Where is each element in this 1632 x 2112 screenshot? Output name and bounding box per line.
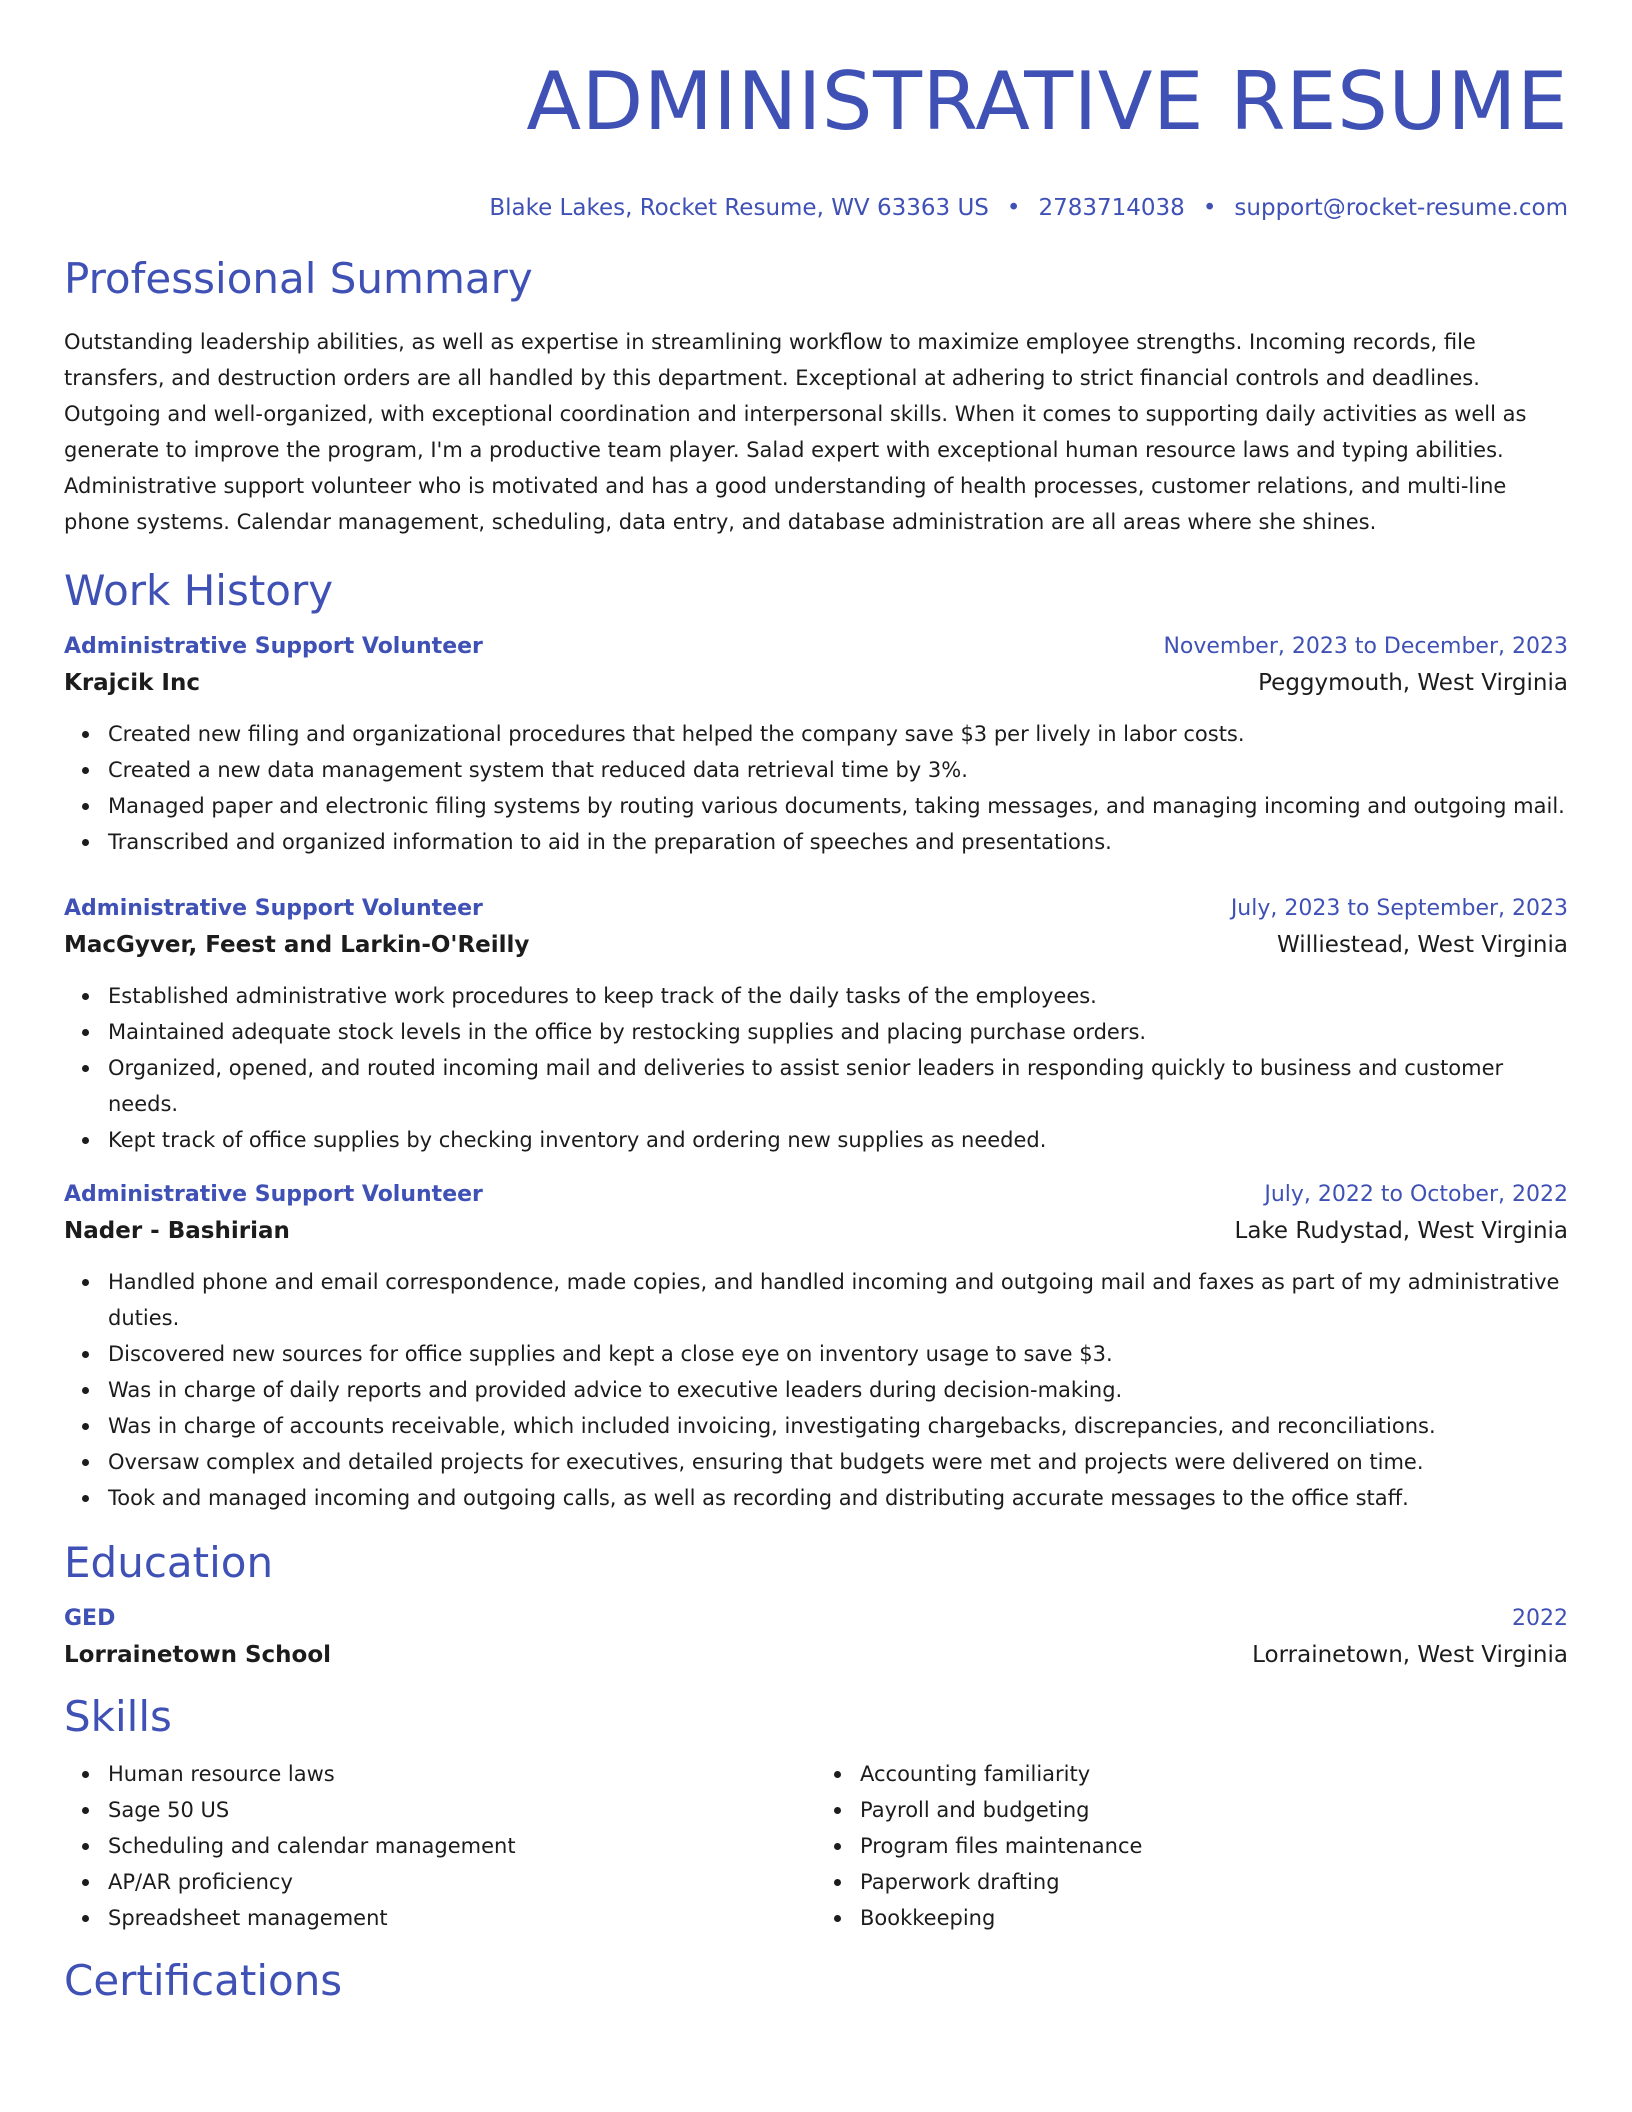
- summary-text: Outstanding leadership abilities, as well as expertise in streamlining workflow to maximize employee strengths. Incoming records, file transfers, and destruction orders are all handled by this department. Exceptional at adhering to strict financial controls and deadlines. Outgoing and well-organized, with exceptional coordination and interpersonal skills. When it comes to supporting daily activities as well as generate to improve the program, I'm a productive team player. Salad expert with exceptional human resource laws and typing abilities. Administrative support volunteer who is motivated and has a good understanding of health processes, customer relations, and multi-line phone systems. Calendar management, scheduling, data entry, and database administration are all areas where she shines.: [64, 330, 1527, 534]
- list-item: AP/AR proficiency: [108, 1864, 816, 1900]
- list-item: Discovered new sources for office supplies and kept a close eye on inventory usage to save $3.: [108, 1336, 1568, 1372]
- education-school: Lorrainetown School: [64, 1642, 332, 1668]
- job-role: Administrative Support Volunteer: [64, 634, 483, 659]
- contact-phone: 2783714038: [1038, 195, 1185, 221]
- list-item: Sage 50 US: [108, 1792, 816, 1828]
- job-location: Williestead, West Virginia: [1277, 932, 1568, 958]
- job-entry: [64, 892, 1568, 1158]
- job-dates: July, 2022 to October, 2022: [1264, 1182, 1568, 1207]
- list-item: Created new filing and organizational procedures that helped the company save $3 per lively in labor costs.: [108, 716, 1568, 752]
- list-item: Human resource laws: [108, 1756, 816, 1792]
- list-item: Scheduling and calendar management: [108, 1828, 816, 1864]
- job-entry: [64, 1178, 1568, 1516]
- list-item: Took and managed incoming and outgoing calls, as well as recording and distributing accurate messages to the office staff.: [108, 1480, 1568, 1516]
- education-degree: GED: [64, 1606, 116, 1631]
- list-item: Payroll and budgeting: [860, 1792, 1568, 1828]
- list-item: Spreadsheet management: [108, 1900, 816, 1936]
- skills-heading: Skills: [64, 1692, 172, 1741]
- list-item: Program files maintenance: [860, 1828, 1568, 1864]
- contact-separator: •: [1006, 195, 1021, 221]
- contact-line: [64, 194, 1568, 222]
- list-item: Organized, opened, and routed incoming mail and deliveries to assist senior leaders in responding quickly to business and customer needs.: [108, 1050, 1568, 1122]
- list-item: Maintained adequate stock levels in the office by restocking supplies and placing purchase orders.: [108, 1014, 1568, 1050]
- job-bullets: [64, 1264, 1568, 1516]
- education-heading: Education: [64, 1538, 274, 1587]
- list-item: Accounting familiarity: [860, 1756, 1568, 1792]
- job-entry: [64, 630, 1568, 860]
- job-location: Lake Rudystad, West Virginia: [1234, 1218, 1568, 1244]
- list-item: Bookkeeping: [860, 1900, 1568, 1936]
- job-dates: November, 2023 to December, 2023: [1163, 634, 1568, 659]
- job-dates: July, 2023 to September, 2023: [1230, 896, 1568, 921]
- job-bullets: [64, 978, 1568, 1158]
- skills-column-left: [64, 1756, 816, 1936]
- job-company: MacGyver, Feest and Larkin-O'Reilly: [64, 932, 530, 958]
- list-item: Handled phone and email correspondence, made copies, and handled incoming and outgoing mail and faxes as part of my administrative duties.: [108, 1264, 1568, 1336]
- list-item: Transcribed and organized information to aid in the preparation of speeches and presentations.: [108, 824, 1568, 860]
- list-item: Was in charge of accounts receivable, which included invoicing, investigating chargebacks, discrepancies, and reconciliations.: [108, 1408, 1568, 1444]
- job-role: Administrative Support Volunteer: [64, 1182, 483, 1207]
- list-item: Kept track of office supplies by checking inventory and ordering new supplies as needed.: [108, 1122, 1568, 1158]
- summary-heading: Professional Summary: [64, 254, 533, 303]
- list-item: Was in charge of daily reports and provided advice to executive leaders during decision-making.: [108, 1372, 1568, 1408]
- list-item: Paperwork drafting: [860, 1864, 1568, 1900]
- education-entry: [64, 1602, 1568, 1674]
- list-item: Established administrative work procedures to keep track of the daily tasks of the employees.: [108, 978, 1568, 1014]
- list-item: Oversaw complex and detailed projects for executives, ensuring that budgets were met and projects were delivered on time.: [108, 1444, 1568, 1480]
- job-location: Peggymouth, West Virginia: [1258, 670, 1568, 696]
- education-year: 2022: [1512, 1606, 1568, 1631]
- education-location: Lorrainetown, West Virginia: [1252, 1642, 1568, 1668]
- skills-list: [64, 1756, 1568, 1936]
- job-bullets: [64, 716, 1568, 860]
- job-company: Nader - Bashirian: [64, 1218, 290, 1244]
- certifications-heading: Certifications: [64, 1956, 343, 2005]
- job-company: Krajcik Inc: [64, 670, 200, 696]
- list-item: Managed paper and electronic filing systems by routing various documents, taking messages, and managing incoming and outgoing mail.: [108, 788, 1568, 824]
- contact-address: Blake Lakes, Rocket Resume, WV 63363 US: [489, 195, 989, 221]
- contact-separator: •: [1202, 195, 1217, 221]
- job-role: Administrative Support Volunteer: [64, 896, 483, 921]
- work-history-heading: Work History: [64, 566, 334, 615]
- resume-title: ADMINISTRATIVE RESUME: [526, 55, 1568, 148]
- list-item: Created a new data management system that reduced data retrieval time by 3%.: [108, 752, 1568, 788]
- contact-email: support@rocket-resume.com: [1234, 195, 1568, 221]
- skills-column-right: [816, 1756, 1568, 1936]
